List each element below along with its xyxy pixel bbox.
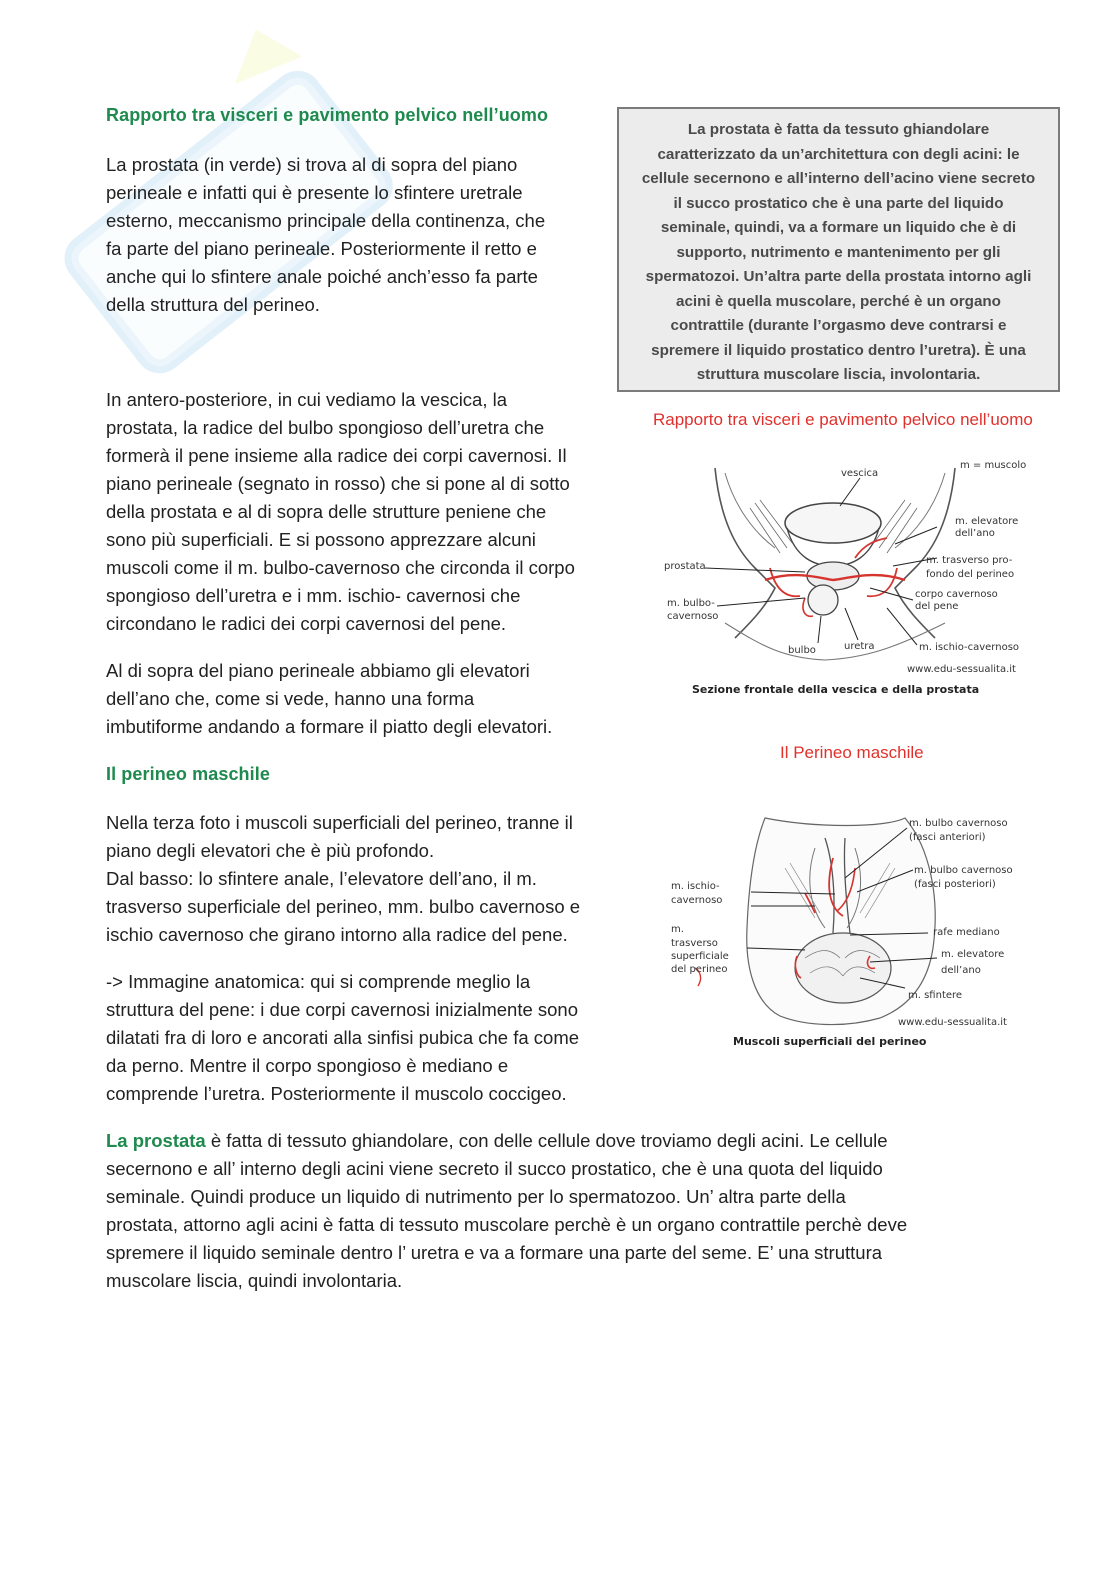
text-line: formerà il pene insieme alla radice dei corpi cavernosi. Il xyxy=(106,445,567,466)
text-line: muscolare liscia, quindi involontaria. xyxy=(106,1270,403,1291)
label-trasv-2: trasverso xyxy=(671,938,718,949)
text-line: seminale. Quindi produce un liquido di nutrimento per lo spermatozoo. Un’ altra parte della xyxy=(106,1186,846,1207)
section-heading-perineo: Il perineo maschile xyxy=(106,764,270,784)
text-line: prostata, attorno agli acini è fatta di tessuto muscolare perchè è un organo contrattile perchè deve xyxy=(106,1214,908,1235)
label-prostata: prostata xyxy=(664,561,706,572)
label-trasv-4: del perineo xyxy=(671,964,728,975)
label-rafe: rafe mediano xyxy=(933,927,1000,938)
figure2-superficial-muscles xyxy=(665,808,1045,1053)
perineum-diagram-icon xyxy=(665,808,1045,1053)
text-line: fa parte del piano perineale. Posteriormente il retto e xyxy=(106,238,537,259)
label-bulbo-post-1: m. bulbo cavernoso xyxy=(914,865,1013,876)
text-line: La prostata (in verde) si trova al di sopra del piano xyxy=(106,154,518,175)
figure1-title: Rapporto tra visceri e pavimento pelvico nell’uomo xyxy=(653,410,1033,429)
text-line: trasverso superficiale del perineo, mm. bulbo cavernoso e xyxy=(106,896,581,917)
label-elevatore-1: m. elevatore xyxy=(955,516,1019,527)
text-line: dell’ano che, come si vede, hanno una forma xyxy=(106,688,475,709)
label-vescica: vescica xyxy=(841,468,879,479)
text-line: spremere il liquido seminale dentro l’ uretra e va a formare una parte del seme. E’ una struttura xyxy=(106,1242,883,1263)
text-line: ischio cavernoso che girano intorno alla radice del pene. xyxy=(106,924,568,945)
text-line: sono più superficiali. E si possono apprezzare alcuni xyxy=(106,529,536,550)
label-trasverso-2: fondo del perineo xyxy=(926,569,1015,580)
text-line: -> Immagine anatomica: qui si comprende meglio la xyxy=(106,971,531,992)
text-line: prostata, la radice del bulbo spongioso dell’uretra che xyxy=(106,417,545,438)
text-line: piano perineale (segnato in rosso) che si pone al di sotto xyxy=(106,473,570,494)
label-elev-2: dell’ano xyxy=(941,965,981,976)
note-line: spermatozoi. Un’altra parte della prostata intorno agli xyxy=(645,268,1032,285)
note-line: cellule secernono e all’interno dell’acino viene secreto xyxy=(641,170,1036,187)
text-line: della prostata e al di sopra delle strutture peniene che xyxy=(106,501,547,522)
label-bulbo: bulbo xyxy=(788,645,816,656)
text-line: Nella terza foto i muscoli superficiali del perineo, tranne il xyxy=(106,812,573,833)
text-line: imbutiforme andando a formare il piatto degli elevatori. xyxy=(106,716,553,737)
text-line: struttura del pene: i due corpi cavernosi inizialmente sono xyxy=(106,999,579,1020)
highlight-la-prostata: La prostata xyxy=(106,1130,206,1151)
text-line: In antero-posteriore, in cui vediamo la vescica, la xyxy=(106,389,508,410)
label-site-2: www.edu-sessualita.it xyxy=(898,1017,1007,1028)
label-trasv-1: m. xyxy=(671,924,684,935)
note-line: supporto, nutrimento e mantenimento per gli xyxy=(676,243,1001,261)
frontal-section-diagram-icon xyxy=(655,448,1060,703)
note-line: il succo prostatico che è una parte del liquido xyxy=(673,194,1004,212)
note-line: struttura muscolare liscia, involontaria. xyxy=(696,366,981,383)
label-ischio: m. ischio-cavernoso xyxy=(919,642,1020,653)
label-trasverso-1: m. trasverso pro- xyxy=(926,555,1013,566)
text-line: Dal basso: lo sfintere anale, l’elevatore dell’ano, il m. xyxy=(106,868,537,889)
text-line: secernono e all’ interno degli acini viene secreto il succo prostatico, che è una quota del liquido xyxy=(106,1158,883,1179)
label-bulbo-cav-2: cavernoso xyxy=(667,611,719,622)
text-line: da perno. Mentre il corpo spongioso è mediano e xyxy=(106,1055,509,1076)
label-uretra: uretra xyxy=(844,641,875,652)
figure1-frontal-section xyxy=(655,448,1060,703)
text-line: perineale e infatti qui è presente lo sfintere uretrale xyxy=(106,182,523,203)
label-trasv-3: superficiale xyxy=(671,951,729,962)
section-heading-rapporto: Rapporto tra visceri e pavimento pelvico nell’uomo xyxy=(106,105,549,125)
figure1-caption: Sezione frontale della vescica e della prostata xyxy=(692,683,980,696)
text-line: circondano le radici dei corpi cavernosi del pene. xyxy=(106,613,507,634)
text-line: comprende l’uretra. Posteriormente il muscolo coccigeo. xyxy=(106,1083,567,1104)
text-line: piano degli elevatori che è più profondo. xyxy=(106,840,435,861)
prostata-note-box xyxy=(617,107,1060,392)
note-line: seminale, quindi, va a formare un liquido che è di xyxy=(660,219,1017,236)
label-corpo-2: del pene xyxy=(915,601,959,612)
text-span: è fatta di tessuto ghiandolare, con delle cellule dove troviamo degli acini. Le cellule xyxy=(205,1130,888,1151)
paragraph-la-prostata xyxy=(106,1127,1006,1295)
label-elevatore-2: dell’ano xyxy=(955,528,995,539)
text-line: spongioso dell’uretra e i mm. ischio- cavernosi che xyxy=(106,585,521,606)
text-line xyxy=(106,1127,1006,1155)
paragraph-elevatori xyxy=(106,657,626,741)
label-m-legend: m = muscolo xyxy=(960,460,1027,471)
text-line: della struttura del perineo. xyxy=(106,294,320,315)
label-bulbo-ant-2: (fasci anteriori) xyxy=(909,832,986,843)
label-ischio-2: cavernoso xyxy=(671,895,723,906)
note-line: caratterizzato da un’architettura con degli acini: le xyxy=(657,145,1020,163)
paragraph-antero-posteriore xyxy=(106,386,631,638)
label-sfintere: m. sfintere xyxy=(908,990,963,1001)
label-corpo-1: corpo cavernoso xyxy=(915,589,998,600)
text-line: dilatati fra di loro e ancorati alla sinfisi pubica che fa come xyxy=(106,1027,580,1048)
note-line: La prostata è fatta da tessuto ghiandolare xyxy=(687,121,990,138)
text-line: muscoli come il m. bulbo-cavernoso che circonda il corpo xyxy=(106,557,575,578)
note-line: acini è quella muscolare, perché è un organo xyxy=(676,292,1001,310)
paragraph-immagine-anatomica xyxy=(106,968,636,1108)
note-line: spremere il liquido prostatico dentro l’uretra). È una xyxy=(651,341,1026,359)
paragraph-prostata-intro xyxy=(106,151,606,319)
label-ischio-1: m. ischio- xyxy=(671,881,720,892)
label-bulbo-post-2: (fasci posteriori) xyxy=(914,879,996,890)
label-bulbo-ant-1: m. bulbo cavernoso xyxy=(909,818,1008,829)
figure2-title: Il Perineo maschile xyxy=(780,743,924,762)
text-line: anche qui lo sfintere anale poiché anch’esso fa parte xyxy=(106,266,538,287)
note-line: contrattile (durante l’orgasmo deve contrarsi e xyxy=(670,317,1007,334)
text-line: esterno, meccanismo principale della continenza, che xyxy=(106,210,546,231)
label-elev-1: m. elevatore xyxy=(941,949,1005,960)
figure2-caption: Muscoli superficiali del perineo xyxy=(733,1035,927,1048)
label-site-1: www.edu-sessualita.it xyxy=(907,664,1016,675)
text-line: Al di sopra del piano perineale abbiamo gli elevatori xyxy=(106,660,530,681)
label-bulbo-cav-1: m. bulbo- xyxy=(667,598,715,609)
paragraph-terza-foto xyxy=(106,809,636,949)
